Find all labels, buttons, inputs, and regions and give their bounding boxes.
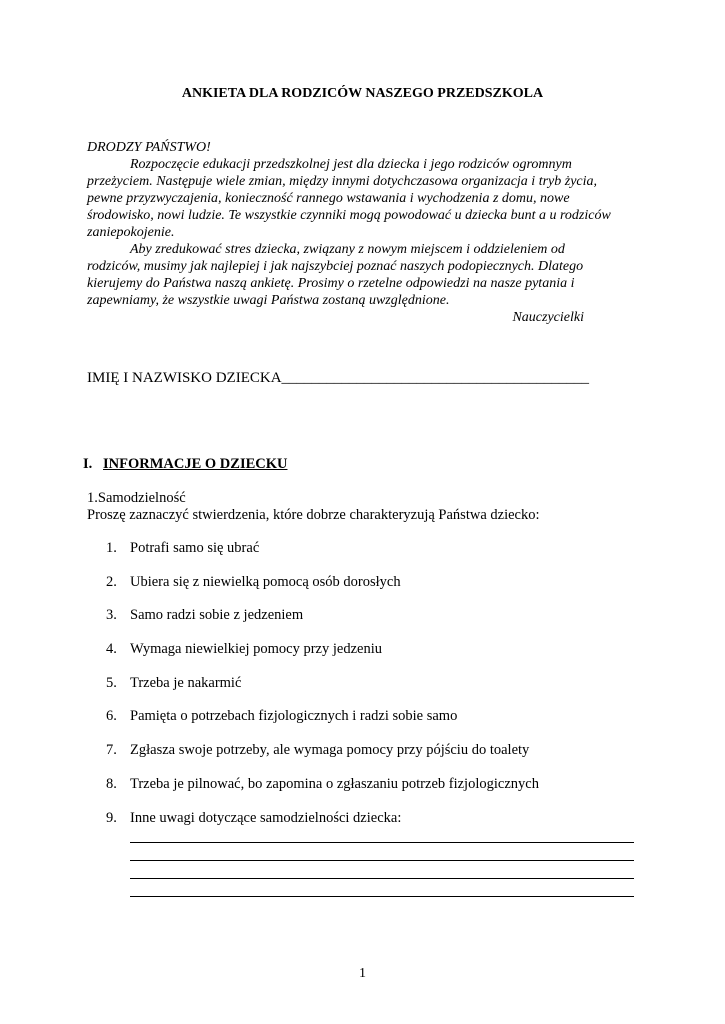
item-text: Ubiera się z niewielką pomocą osób dorosłych: [130, 573, 401, 590]
paragraph-line: zapewniamy, że wszystkie uwagi Państwa zostaną uwzględnione.: [87, 293, 450, 308]
list-item[interactable]: [106, 540, 539, 574]
notes-lines[interactable]: [130, 825, 634, 897]
list-item[interactable]: [106, 641, 539, 675]
section-number: I.: [83, 456, 93, 472]
page-number: 1: [359, 966, 366, 981]
notes-line[interactable]: [130, 879, 634, 897]
paragraph-line: Rozpoczęcie edukacji przedszkolnej jest dla dziecka i jego rodziców ogromnym: [130, 157, 572, 172]
list-item[interactable]: [106, 776, 539, 810]
section-title: INFORMACJE O DZIECKU: [103, 456, 288, 472]
greeting: DRODZY PAŃSTWO!: [87, 140, 211, 155]
paragraph-line: zaniepokojenie.: [87, 225, 175, 240]
section-heading: [83, 456, 287, 473]
subsection-heading: 1.Samodzielność: [87, 490, 186, 506]
notes-line[interactable]: [130, 843, 634, 861]
item-number: 5.: [106, 674, 117, 691]
notes-line[interactable]: [130, 825, 634, 843]
document-title: ANKIETA DLA RODZICÓW NASZEGO PRZEDSZKOLA: [181, 86, 544, 101]
item-text: Zgłasza swoje potrzeby, ale wymaga pomocy przy pójściu do toalety: [130, 742, 530, 759]
list-item[interactable]: [106, 607, 539, 641]
item-number: 7.: [106, 742, 117, 759]
item-text: Pamięta o potrzebach fizjologicznych i radzi sobie samo: [130, 708, 458, 725]
checklist: [106, 540, 539, 843]
child-name-field[interactable]: IMIĘ I NAZWISKO DZIECKA_________________________________________: [87, 370, 590, 386]
paragraph-line: środowisko, nowi ludzie. Te wszystkie czynniki mogą powodować u dziecka bunt a u rodziców: [87, 208, 611, 223]
item-number: 8.: [106, 775, 117, 792]
item-number: 2.: [106, 573, 117, 590]
paragraph-line: kierujemy do Państwa naszą ankietę. Prosimy o rzetelne odpowiedzi na nasze pytania i: [87, 276, 575, 291]
list-item[interactable]: [106, 708, 539, 742]
item-number: 1.: [106, 540, 117, 556]
item-text: Trzeba je pilnować, bo zapomina o zgłaszaniu potrzeb fizjologicznych: [130, 775, 539, 792]
item-text: Wymaga niewielkiej pomocy przy jedzeniu: [130, 641, 382, 658]
notes-line[interactable]: [130, 861, 634, 879]
signature: Nauczycielki: [512, 310, 584, 325]
item-text: Potrafi samo się ubrać: [130, 540, 260, 556]
item-number: 9.: [106, 809, 117, 826]
list-item[interactable]: [106, 742, 539, 776]
subsection-instruction: Proszę zaznaczyć stwierdzenia, które dobrze charakteryzują Państwa dziecko:: [87, 507, 540, 523]
item-number: 3.: [106, 607, 117, 624]
paragraph-line: rodziców, musimy jak najlepiej i jak najszybciej poznać naszych podopiecznych. Dlatego: [87, 259, 584, 274]
item-number: 4.: [106, 641, 117, 658]
item-number: 6.: [106, 708, 117, 725]
item-text: Inne uwagi dotyczące samodzielności dziecka:: [130, 809, 402, 826]
paragraph-line: przeżyciem. Następuje wiele zmian, między innymi dotychczasowa organizacja i tryb życia,: [87, 174, 598, 189]
item-text: Samo radzi sobie z jedzeniem: [130, 607, 304, 624]
intro-letter: [87, 139, 647, 326]
paragraph-line: pewne przyzwyczajenia, konieczność rannego wstawania i wychodzenia z domu, nowe: [87, 191, 570, 206]
item-text: Trzeba je nakarmić: [130, 674, 242, 691]
paragraph-line: Aby zredukować stres dziecka, związany z nowym miejscem i oddzieleniem od: [130, 242, 565, 257]
list-item[interactable]: [106, 675, 539, 709]
list-item[interactable]: [106, 574, 539, 608]
